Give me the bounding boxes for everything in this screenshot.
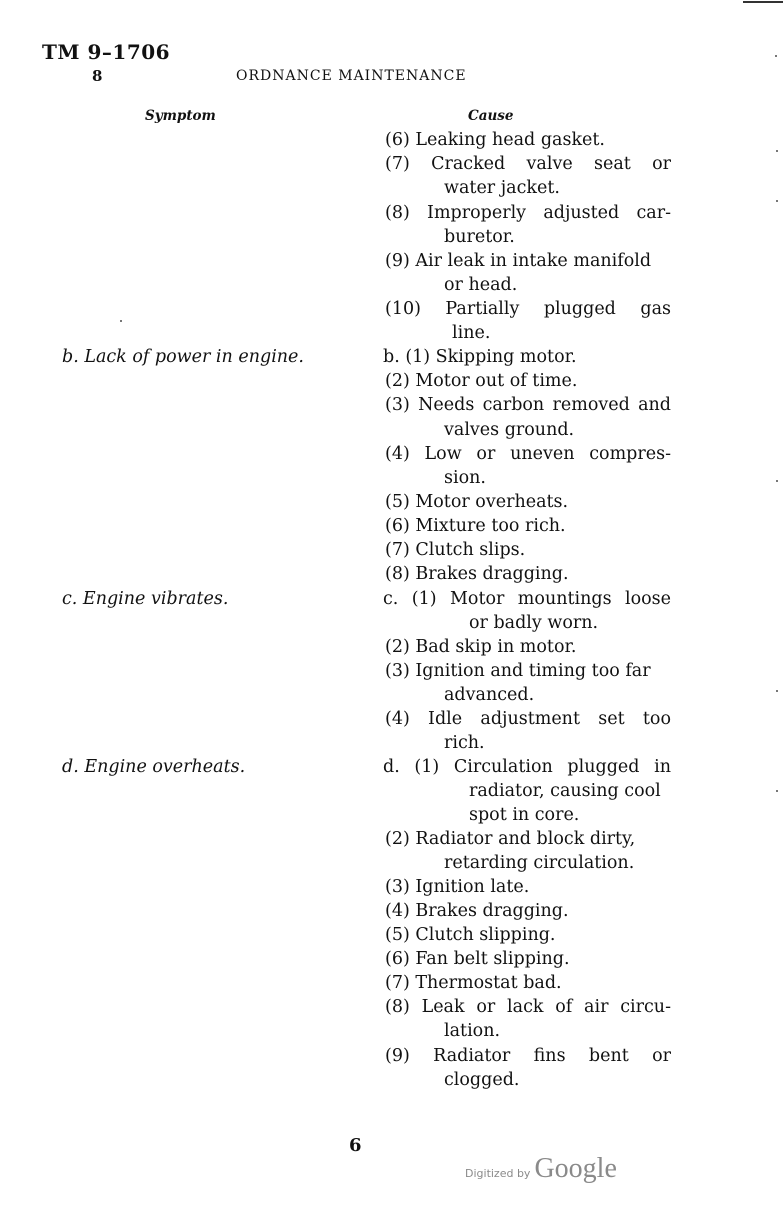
cause-column-heading: Cause	[468, 108, 514, 124]
cause-line: rich.	[444, 733, 485, 753]
cause-line: water jacket.	[444, 178, 560, 198]
cause-line: (8) Brakes dragging.	[385, 564, 569, 584]
scan-speck	[776, 690, 778, 692]
document-id: TM 9–1706	[42, 40, 171, 64]
symptom-d: d. Engine overheats.	[62, 757, 246, 777]
cause-line: d. (1) Circulation plugged in	[383, 757, 671, 777]
cause-line: lation.	[444, 1021, 501, 1041]
cause-line: sion.	[444, 468, 486, 488]
cause-line: (4) Low or uneven compres-	[385, 444, 671, 464]
symptom-c: c. Engine vibrates.	[62, 589, 229, 609]
symptom-column-heading: Symptom	[145, 108, 216, 124]
cause-line: (3) Ignition late.	[385, 877, 530, 897]
cause-line: (8) Leak or lack of air circu-	[385, 997, 671, 1017]
symptom-b: b. Lack of power in engine.	[62, 347, 304, 367]
cause-line: retarding circulation.	[444, 853, 635, 873]
scan-speck	[776, 200, 778, 202]
cause-line: (7) Thermostat bad.	[385, 973, 562, 993]
cause-line: (10) Partially plugged gas	[385, 299, 671, 319]
scan-speck	[120, 320, 122, 322]
cause-line: (5) Clutch slipping.	[385, 925, 556, 945]
scan-speck	[775, 55, 777, 57]
cause-line: (4) Idle adjustment set too	[385, 709, 671, 729]
cause-line: (9) Air leak in intake manifold	[385, 251, 652, 271]
cause-line: (8) Improperly adjusted car-	[385, 203, 671, 223]
cause-line: (2) Motor out of time.	[385, 371, 578, 391]
cause-line: (3) Needs carbon removed and	[385, 395, 671, 415]
cause-line: or badly worn.	[469, 613, 599, 633]
cause-line: advanced.	[444, 685, 535, 705]
cause-line: (6) Leaking head gasket.	[385, 130, 605, 150]
cause-line: b. (1) Skipping motor.	[383, 347, 577, 367]
cause-line: line.	[452, 323, 491, 343]
cause-line: valves ground.	[444, 420, 575, 440]
cause-line: radiator, causing cool	[469, 781, 661, 801]
cause-line: (7) Cracked valve seat or	[385, 154, 671, 174]
cause-line: (3) Ignition and timing too far	[385, 661, 651, 681]
page-number: 8	[92, 67, 103, 85]
cause-line: (7) Clutch slips.	[385, 540, 526, 560]
cause-line: (4) Brakes dragging.	[385, 901, 569, 921]
cause-line: buretor.	[444, 227, 515, 247]
cause-line: spot in core.	[469, 805, 580, 825]
top-edge-rule	[743, 1, 783, 3]
cause-line: or head.	[444, 275, 518, 295]
scan-speck	[776, 480, 778, 482]
cause-line: (5) Motor overheats.	[385, 492, 569, 512]
cause-line: (6) Fan belt slipping.	[385, 949, 570, 969]
google-wordmark: Google	[534, 1153, 617, 1184]
running-title: ORDNANCE MAINTENANCE	[236, 68, 467, 84]
scan-speck	[776, 790, 778, 792]
cause-line: clogged.	[444, 1070, 520, 1090]
scan-speck	[776, 150, 778, 152]
cause-line: c. (1) Motor mountings loose	[383, 589, 671, 609]
cause-line: (9) Radiator fins bent or	[385, 1046, 671, 1066]
footer-page-number: 6	[349, 1135, 362, 1156]
digitized-by-google-watermark	[465, 1153, 617, 1185]
cause-line: (2) Radiator and block dirty,	[385, 829, 636, 849]
cause-line: (6) Mixture too rich.	[385, 516, 566, 536]
cause-line: (2) Bad skip in motor.	[385, 637, 577, 657]
digitized-label: Digitized by	[465, 1167, 531, 1180]
